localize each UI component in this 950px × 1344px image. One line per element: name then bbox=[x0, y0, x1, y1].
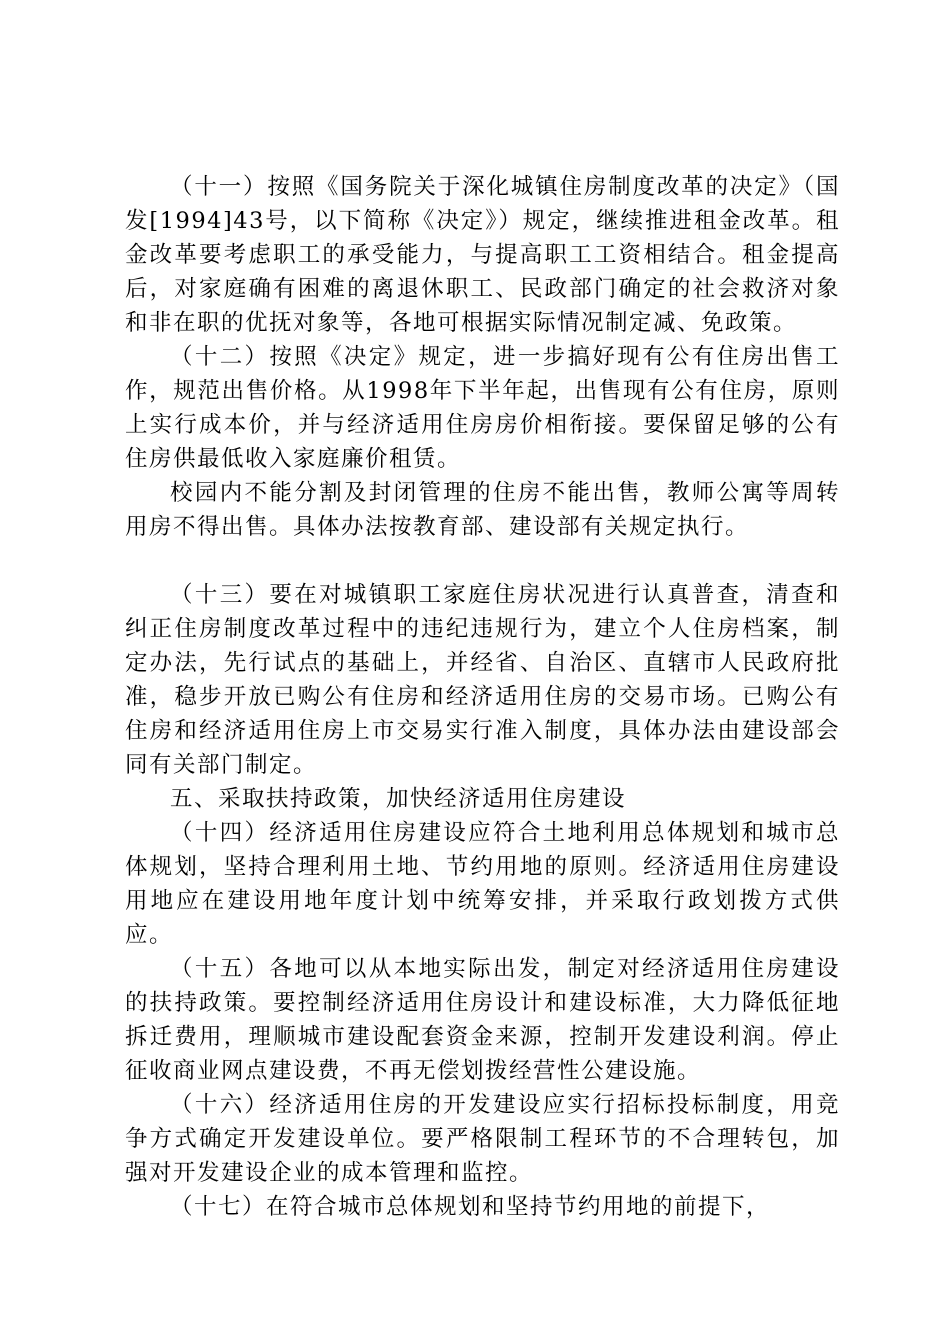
paragraph-campus-housing: 校园内不能分割及封闭管理的住房不能出售，教师公寓等周转用房不得出售。具体办法按教育部、建设部有关规定执行。 bbox=[125, 480, 840, 540]
section-heading-five: 五、采取扶持政策，加快经济适用住房建设 bbox=[170, 786, 627, 812]
document-body bbox=[125, 170, 840, 1224]
paragraph-13-housing-market: （十三）要在对城镇职工家庭住房状况进行认真普查，清查和纠正住房制度改革过程中的违纪违规行为，建立个人住房档案，制定办法，先行试点的基础上，并经省、自治区、直辖市人民政府批准，稳步开放已购公有住房和经济适用住房的交易市场。已购公有住房和经济适用住房上市交易实行准入制度，具体办法由建设部会同有关部门制定。 bbox=[125, 582, 840, 778]
paragraph-12-public-housing-sale: （十二）按照《决定》规定，进一步搞好现有公有住房出售工作，规范出售价格。从1998年下半年起，出售现有公有住房，原则上实行成本价，并与经济适用住房房价相衔接。要保留足够的公有住房供最低收入家庭廉价租赁。 bbox=[125, 344, 840, 472]
paragraph-14-land-use: （十四）经济适用住房建设应符合土地利用总体规划和城市总体规划，坚持合理利用土地、节约用地的原则。经济适用住房建设用地应在建设用地年度计划中统筹安排，并采取行政划拨方式供应。 bbox=[125, 820, 840, 948]
paragraph-16-bidding: （十六）经济适用住房的开发建设应实行招标投标制度，用竞争方式确定开发建设单位。要严格限制工程环节的不合理转包，加强对开发建设企业的成本管理和监控。 bbox=[125, 1092, 840, 1186]
paragraph-17-partial: （十七）在符合城市总体规划和坚持节约用地的前提下， bbox=[170, 1194, 771, 1220]
paragraph-15-support-policy: （十五）各地可以从本地实际出发，制定对经济适用住房建设的扶持政策。要控制经济适用住房设计和建设标准，大力降低征地拆迁费用，理顺城市建设配套资金来源，控制开发建设利润。停止征收商业网点建设费，不再无偿划拨经营性公建设施。 bbox=[125, 956, 840, 1084]
paragraph-11-rent-reform: （十一）按照《国务院关于深化城镇住房制度改革的决定》（国发[1994]43号，以下简称《决定》）规定，继续推进租金改革。租金改革要考虑职工的承受能力，与提高职工工资相结合。租金提高后，对家庭确有困难的离退休职工、民政部门确定的社会救济对象和非在职的优抚对象等，各地可根据实际情况制定减、免政策。 bbox=[125, 174, 840, 336]
